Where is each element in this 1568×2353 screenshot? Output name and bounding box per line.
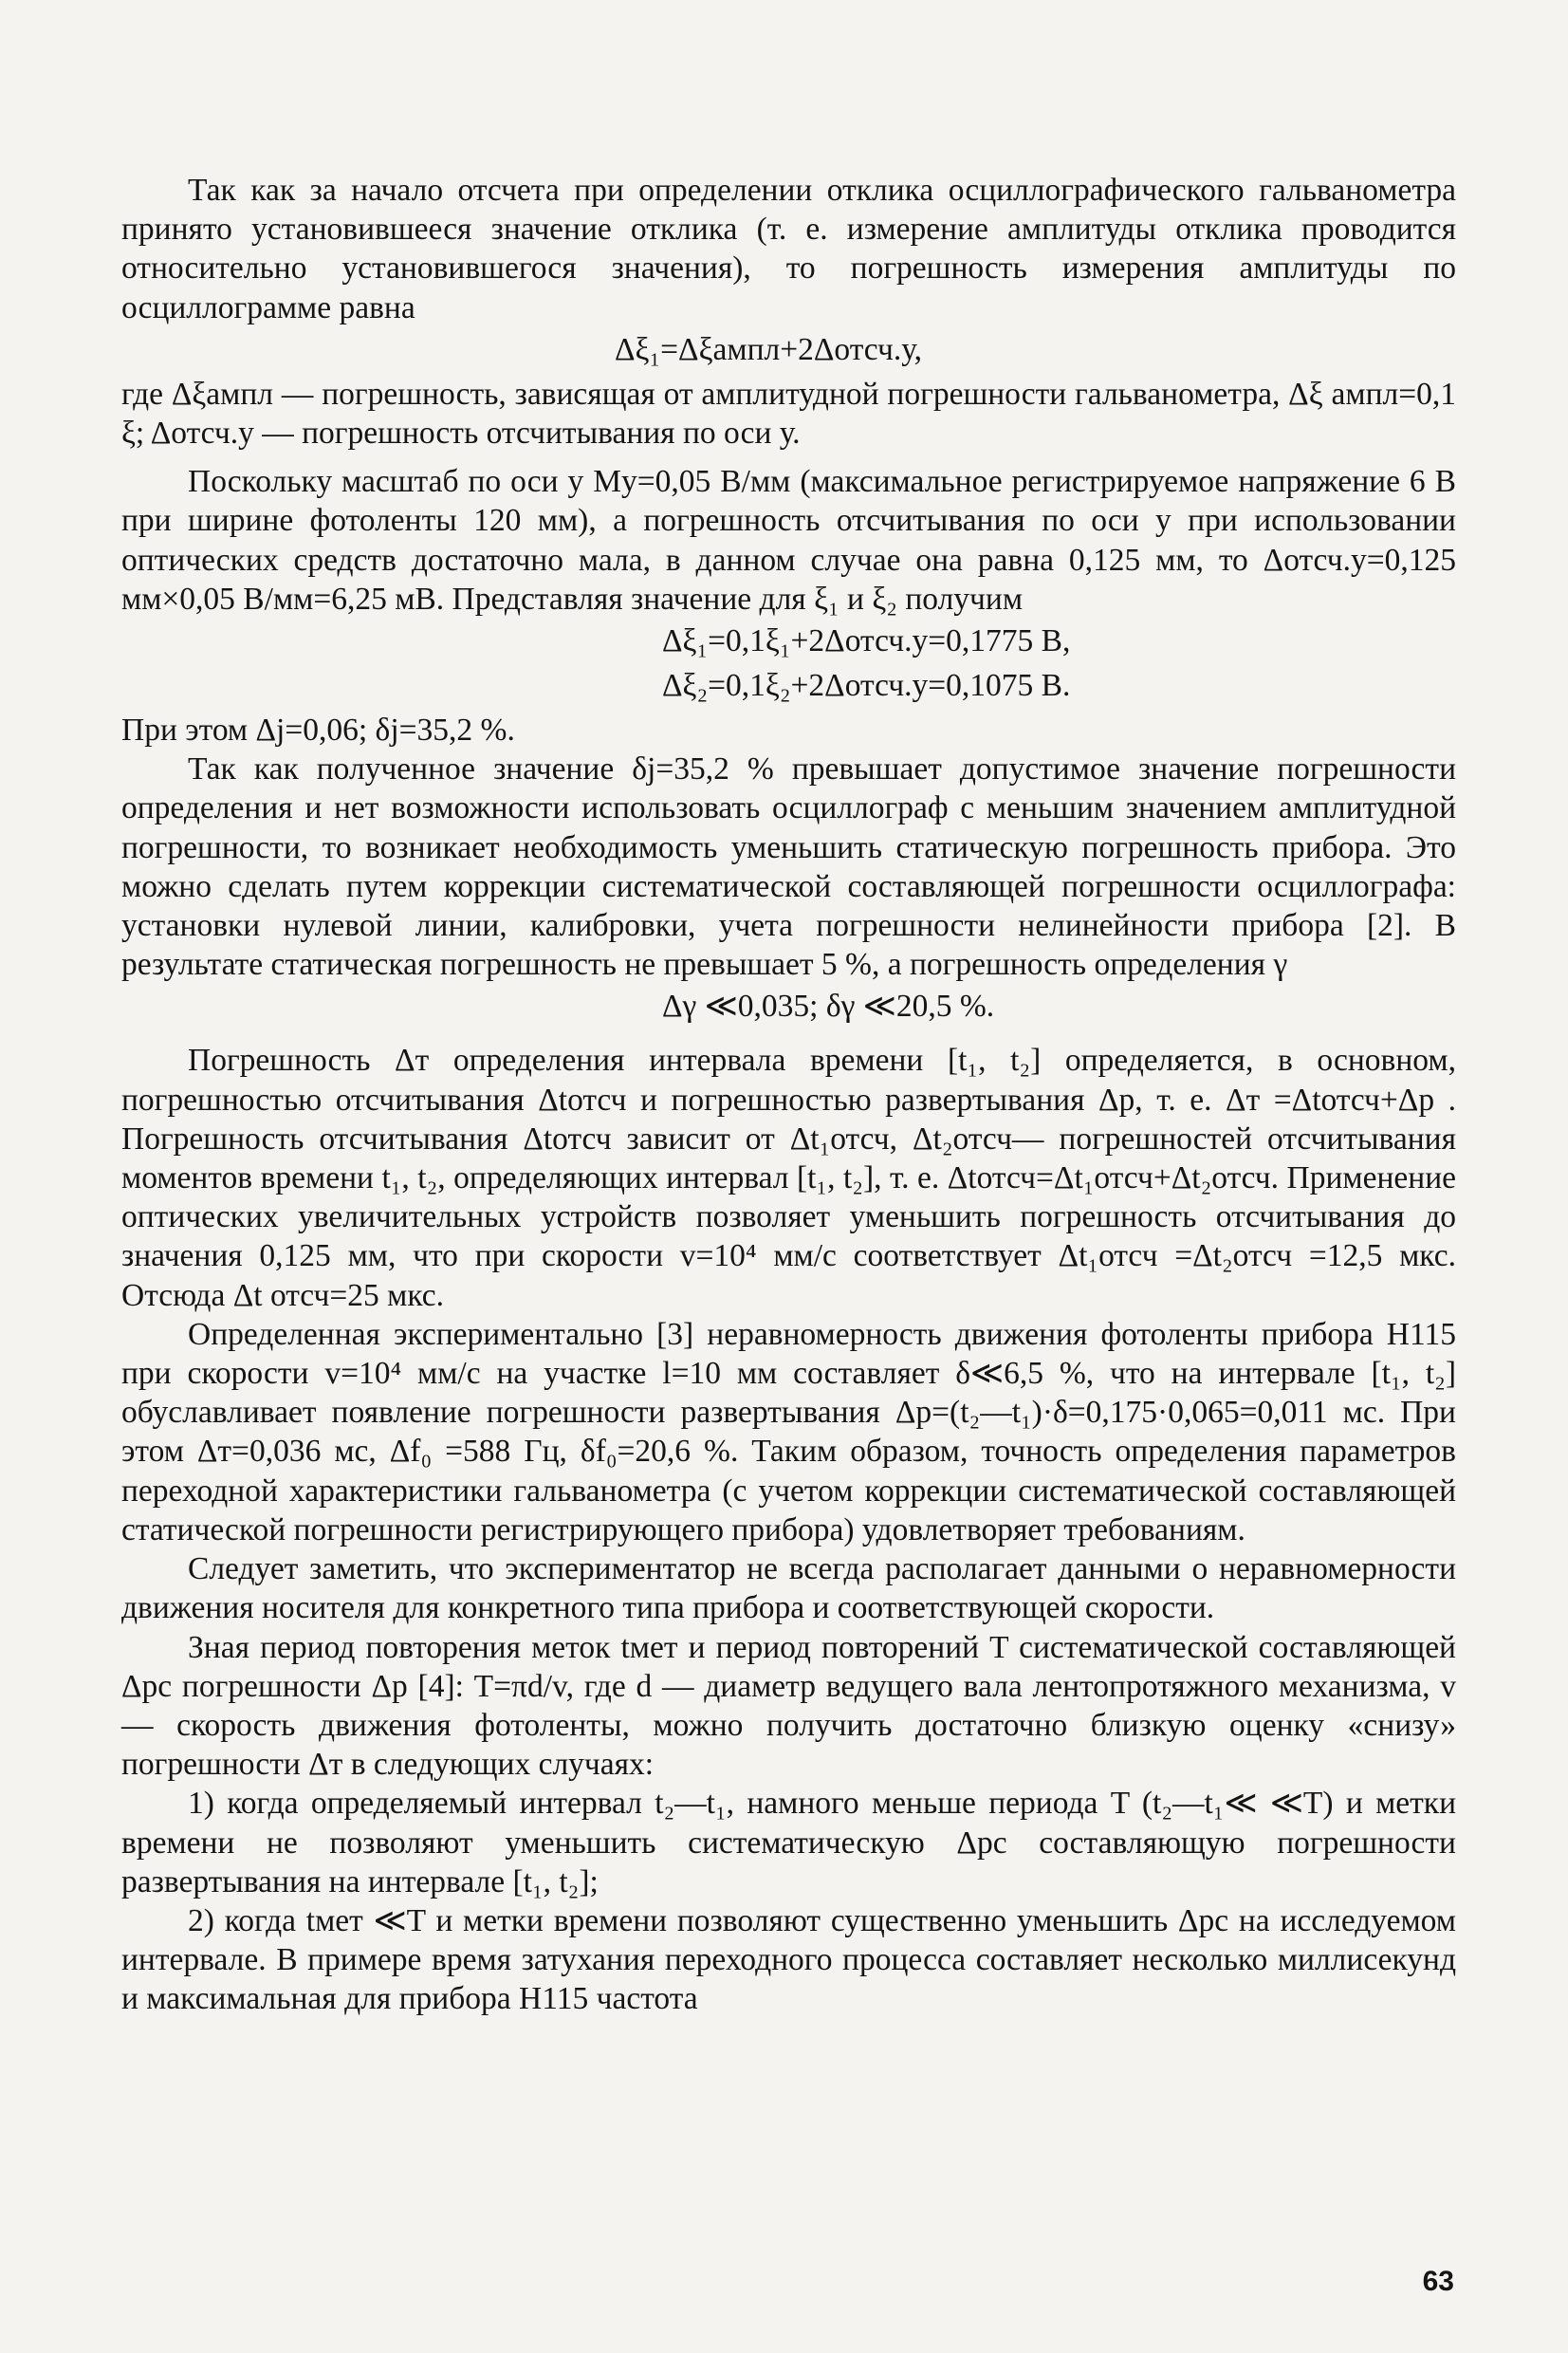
paragraph-9: Зная период повторения меток tмет и период повторений T систематической составляющей Δрс погрешности Δр [4]: T=πd/v, где d — диаметр ведущего вала лентопротяжного механизма, v — скорость движения фотоленты, можно получить достаточно близкую оценку «снизу» погрешности Δт в следующих случаях: (121, 1629, 1456, 1783)
paragraph-6: Погрешность Δт определения интервала времени [t₁, t₂] определяется, в основном, погрешностью отсчитывания Δtотсч и погрешностью развертывания Δр, т. е. Δт =Δtотсч+Δр . Погрешность отсчитывания Δtотсч зависит от Δt₁отсч, Δt₂отсч— погрешностей отсчитывания моментов времени t₁, t₂, определяющих интервал [t₁, t₂], т. е. Δtотсч=Δt₁отсч+Δt₂отсч. Применение оптических увеличительных устройств позволяет уменьшить погрешность отсчитывания до значения 0,125 мм, что при скорости v=10⁴ мм/с соответствует Δt₁отсч =Δt₂отсч =12,5 мкс. Отсюда Δt отсч=25 мкс. (121, 1043, 1456, 1313)
paragraph-8: Следует заметить, что экспериментатор не всегда располагает данными о неравномерности движения носителя для конкретного типа прибора и соответствующей скорости. (121, 1551, 1456, 1626)
formula-xi1: Δξ₁=0,1ξ₁+2Δотсч.у=0,1775 В, (662, 623, 1071, 659)
formula-xi2: Δξ₂=0,1ξ₂+2Δотсч.у=0,1075 В. (662, 668, 1071, 704)
paragraph-3: Поскольку масштаб по оси у Mу=0,05 В/мм (максимальное регистрируемое напряжение 6 В при ширине фотоленты 120 мм), а погрешность отсчитывания по оси у при использовании оптических средств достаточно мала, в данном случае она равна 0,125 мм, то Δотсч.у=0,125 мм×0,05 В/мм=6,25 мВ. Представляя значение для ξ₁ и ξ₂ получим (121, 464, 1456, 617)
formula-gamma: Δγ ≪0,035; δγ ≪20,5 %. (662, 989, 995, 1025)
paragraph-10: 1) когда определяемый интервал t₂—t₁, намного меньше периода T (t₂—t₁≪ ≪T) и метки времени не позволяют уменьшить систематическую Δрс составляющую погрешности развертывания на интервале [t₁, t₂]; (121, 1786, 1456, 1899)
paragraph-2: где Δξампл — погрешность, зависящая от амплитудной погрешности гальванометра, Δξ ампл=0,1 ξ; Δотсч.у — погрешность отсчитывания по оси у. (121, 376, 1456, 452)
page-number: 63 (1422, 2266, 1454, 2297)
paragraph-7: Определенная экспериментально [3] неравномерность движения фотоленты прибора Н115 при скорости v=10⁴ мм/с на участке l=10 мм составляет δ≪6,5 %, что на интервале [t₁, t₂] обуславливает появление погрешности развертывания Δр=(t₂—t₁)·δ=0,175·0,065=0,011 мс. При этом Δт=0,036 мс, Δf₀ =588 Гц, δf₀=20,6 %. Таким образом, точность определения параметров переходной характеристики гальванометра (с учетом коррекции систематической составляющей статической погрешности регистрирующего прибора) удовлетворяет требованиям. (121, 1316, 1456, 1547)
paragraph-4: При этом Δj=0,06; δj=35,2 %. (121, 713, 515, 749)
paragraph-5: Так как полученное значение δj=35,2 % превышает допустимое значение погрешности определения и нет возможности использовать осциллограф с меньшим значением амплитудной погрешности, то возникает необходимость уменьшить статическую погрешность прибора. Это можно сделать путем коррекции систематической составляющей погрешности осциллографа: установки нулевой линии, калибровки, учета погрешности нелинейности прибора [2]. В результате статическая погрешность не превышает 5 %, а погрешность определения γ (121, 751, 1456, 983)
formula-amplitude-error: Δξ₁=Δξампл+2Δотсч.у, (615, 331, 922, 367)
paragraph-11: 2) когда tмет ≪T и метки времени позволяют существенно уменьшить Δрс на исследуемом интервале. В примере время затухания переходного процесса составляет несколько миллисекунд и максимальная для прибора Н115 частота (121, 1902, 1456, 2017)
paragraph-1: Так как за начало отсчета при определении отклика осциллографического гальванометра принято установившееся значение отклика (т. е. измерение амплитуды отклика проводится относительно установившегося значения), то погрешность измерения амплитуды по осциллограмме равна (121, 173, 1456, 325)
